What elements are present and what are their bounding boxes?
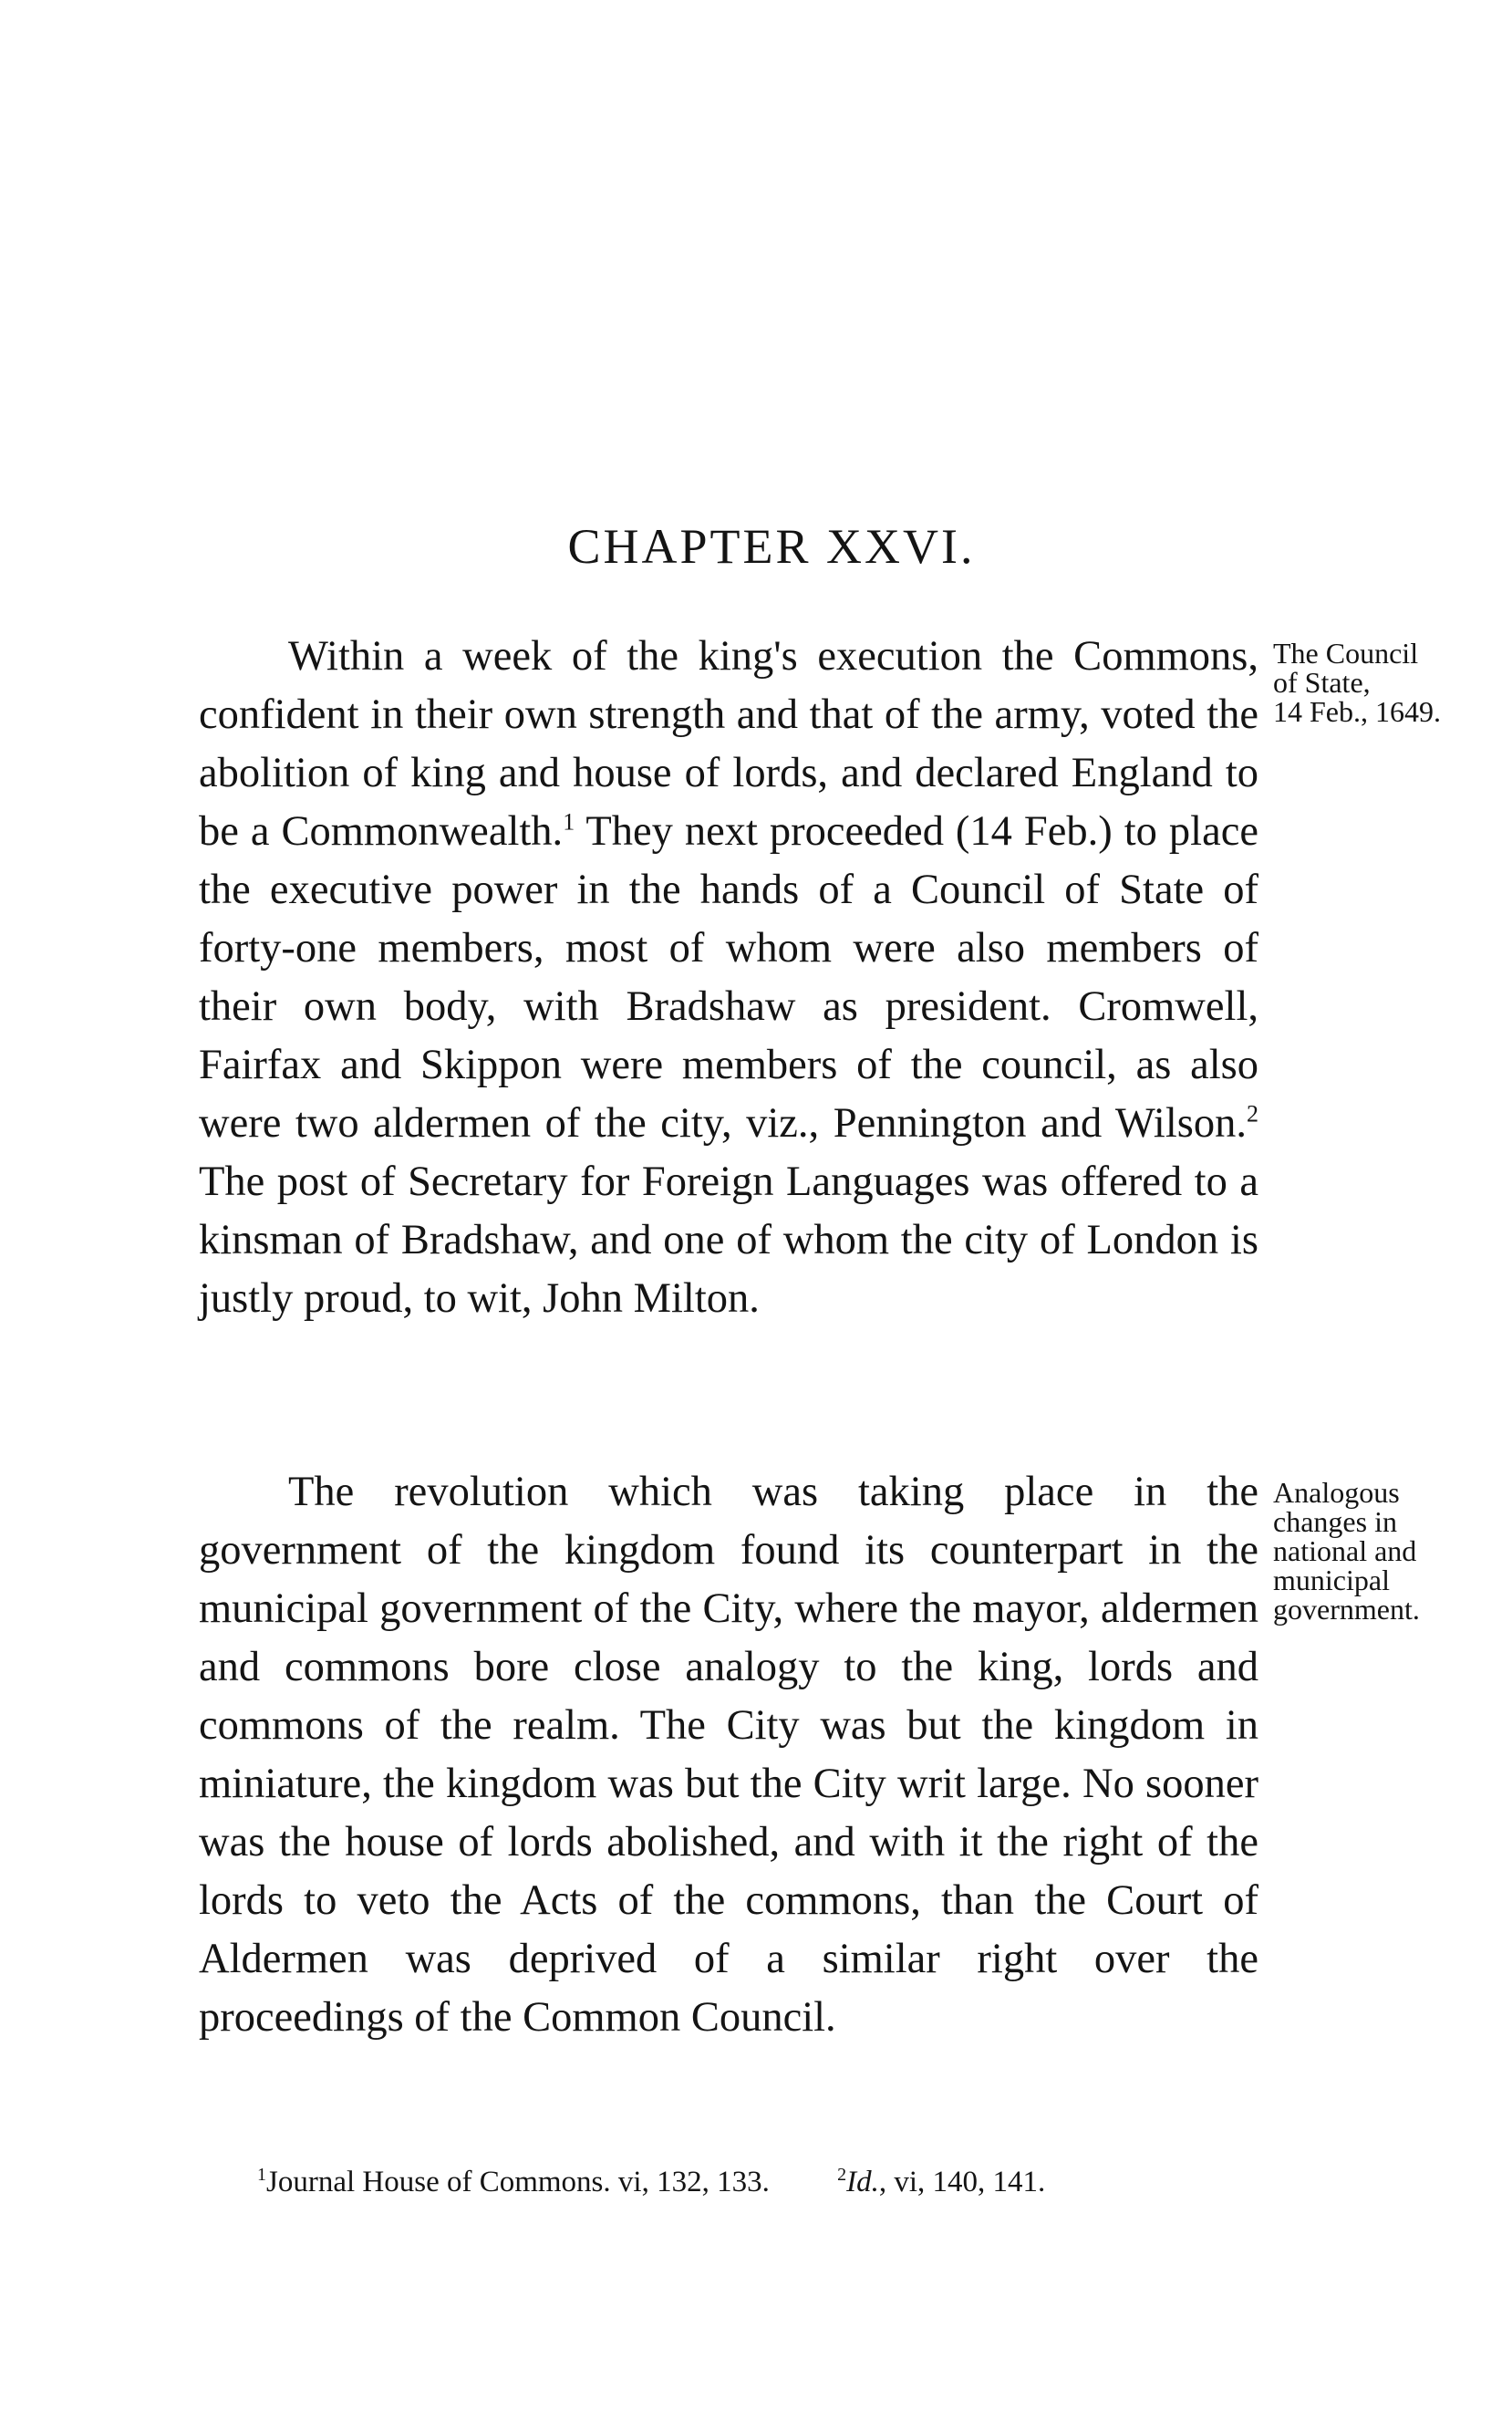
paragraph-text: Within a week of the king's execution the Commons, confident in their own strength and that of the army, voted the abolition of king and house of lords, and declared England to be a Commonwealth.	[199, 633, 1258, 855]
margin-note-line: municipal	[1273, 1564, 1390, 1596]
margin-note-line: The Council	[1273, 637, 1419, 670]
footnote-text: , vi, 140, 141.	[878, 2166, 1046, 2198]
footnote-mark: 1	[257, 2165, 266, 2185]
footnote-mark: 2	[837, 2165, 847, 2185]
paragraph-text: The post of Secretary for Foreign Languages was offered to a kinsman of Bradshaw, and one of whom the city of London is justly proud, to wit, John Milton.	[199, 1159, 1258, 1322]
footnotes	[257, 2164, 1260, 2200]
footnote-ref[interactable]: 2	[1247, 1100, 1258, 1128]
footnote	[837, 2164, 1045, 2200]
footnote-ref[interactable]: 1	[563, 808, 575, 836]
footnote-italic: Id.	[846, 2166, 879, 2198]
footnote-text: Journal House of Commons. vi, 132, 133.	[266, 2166, 770, 2198]
margin-note	[1273, 1478, 1492, 1624]
body-paragraph	[199, 1463, 1258, 2047]
margin-note-line: Analogous	[1273, 1476, 1400, 1509]
margin-note-line: changes in	[1273, 1505, 1397, 1538]
margin-note-line: government.	[1273, 1593, 1420, 1626]
margin-note-line: national and	[1273, 1534, 1417, 1567]
margin-note-line: of State,	[1273, 666, 1371, 699]
footnote	[257, 2164, 770, 2200]
margin-note	[1273, 639, 1492, 726]
margin-note-line: 14 Feb., 1649.	[1273, 695, 1441, 728]
body-paragraph	[199, 628, 1258, 1328]
paragraph-text: The revolution which was taking place in the government of the kingdom found its counterpart in the municipal government of the City, where the mayor, aldermen and commons bore close analogy to the king, lords and commons of the realm. The City was but the kingdom in miniature, the kingdom was but the City writ large. No sooner was the house of lords abolished, and with it the right of the lords to veto the Acts of the commons, than the Court of Aldermen was deprived of a similar right over the proceedings of the Common Council.	[199, 1469, 1258, 2041]
paragraph-text: They next proceeded (14 Feb.) to place the executive power in the hands of a Council of State of forty-one members, most of whom were also members of their own body, with Bradshaw as president. Cromwell, Fairfax and Skippon were members of the council, as also were two aldermen of the city, viz., Pennington and Wilson.	[199, 808, 1258, 1147]
chapter-title: CHAPTER XXVI.	[567, 519, 976, 574]
